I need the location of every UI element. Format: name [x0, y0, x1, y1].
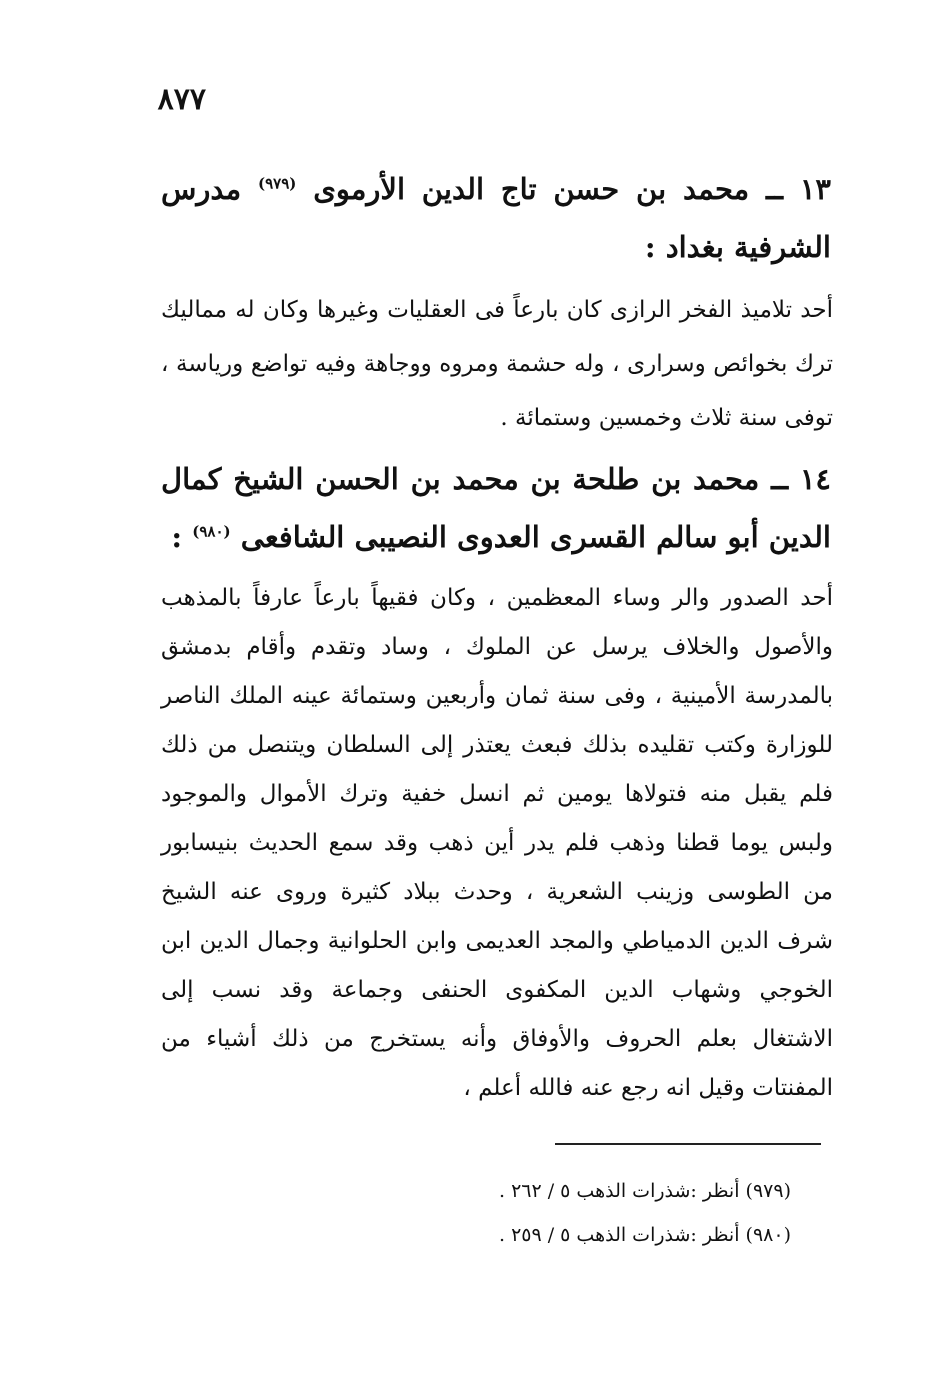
entry-14-heading-name: ١٤ ــ محمد بن طلحة بن محمد بن الحسن الشيخ كمال الدين أبو سالم القسرى العدوى النصيبى الشافعى	[161, 462, 831, 554]
footnote-980: (٩٨٠) أنظر :شذرات الذهب ٥ / ٢٥٩ .	[498, 1224, 791, 1246]
page-number: ٨٧٧	[157, 82, 206, 117]
footnote-ref-980: (٩٨٠)	[192, 522, 231, 541]
entry-13-heading-name: ١٣ ــ محمد بن حسن تاج الدين الأرموى	[313, 172, 831, 206]
footnote-ref-979: (٩٧٩)	[257, 174, 297, 193]
entry-13-heading-rest: مدرس الشرفية بغداد :	[161, 172, 831, 264]
footnote-separator	[555, 1143, 821, 1145]
entry-14-body: أحد الصدور والر وساء المعظمين ، وكان فقيهاً بارعاً عارفاً بالمذهب والأصول والخلاف يرسل عن الملوك ، وساد وتقدم وأقام بدمشق بالمدرسة الأمينية ، وفى سنة ثمان وأربعين وستمائة عينه الملك الناصر للوزارة وكتب تقليده بذلك فبعث يعتذر إلى السلطان ويتنصل من ذلك فلم يقبل منه فتولاها يومين ثم انسل خفية وترك الأموال والموجود ولبس يوما قطنا وذهب فلم يدر أين ذهب وقد سمع الحديث بنيسابور من الطوسى وزينب الشعرية ، وحدث ببلاد كثيرة وروى عنه الشيخ شرف الدين الدمياطي والمجد العديمى وابن الحلوانية وجمال الدين ابن الخوجي وشهاب الدين المكفوى الحنفى وجماعة وقد نسب إلى الاشتغال بعلم الحروف والأوفاق وأنه يستخرج من ذلك أشياء من المفنتات وقيل انه رجع عنه فالله أعلم ،	[161, 585, 833, 1101]
entry-13-body: أحد تلاميذ الفخر الرازى كان بارعاً فى العقليات وغيرها وكان له مماليك ترك بخوائص وسرارى ، وله حشمة ومروه ووجاهة وفيه تواضع ورياسة ، توفى سنة ثلاث وخمسين وستمائة .	[161, 297, 833, 431]
entry-14-heading	[161, 450, 831, 566]
footnote-979: (٩٧٩) أنظر :شذرات الذهب ٥ / ٢٦٢ .	[498, 1180, 791, 1202]
entry-13-heading	[161, 160, 831, 276]
entry-14-heading-rest: :	[171, 520, 183, 554]
